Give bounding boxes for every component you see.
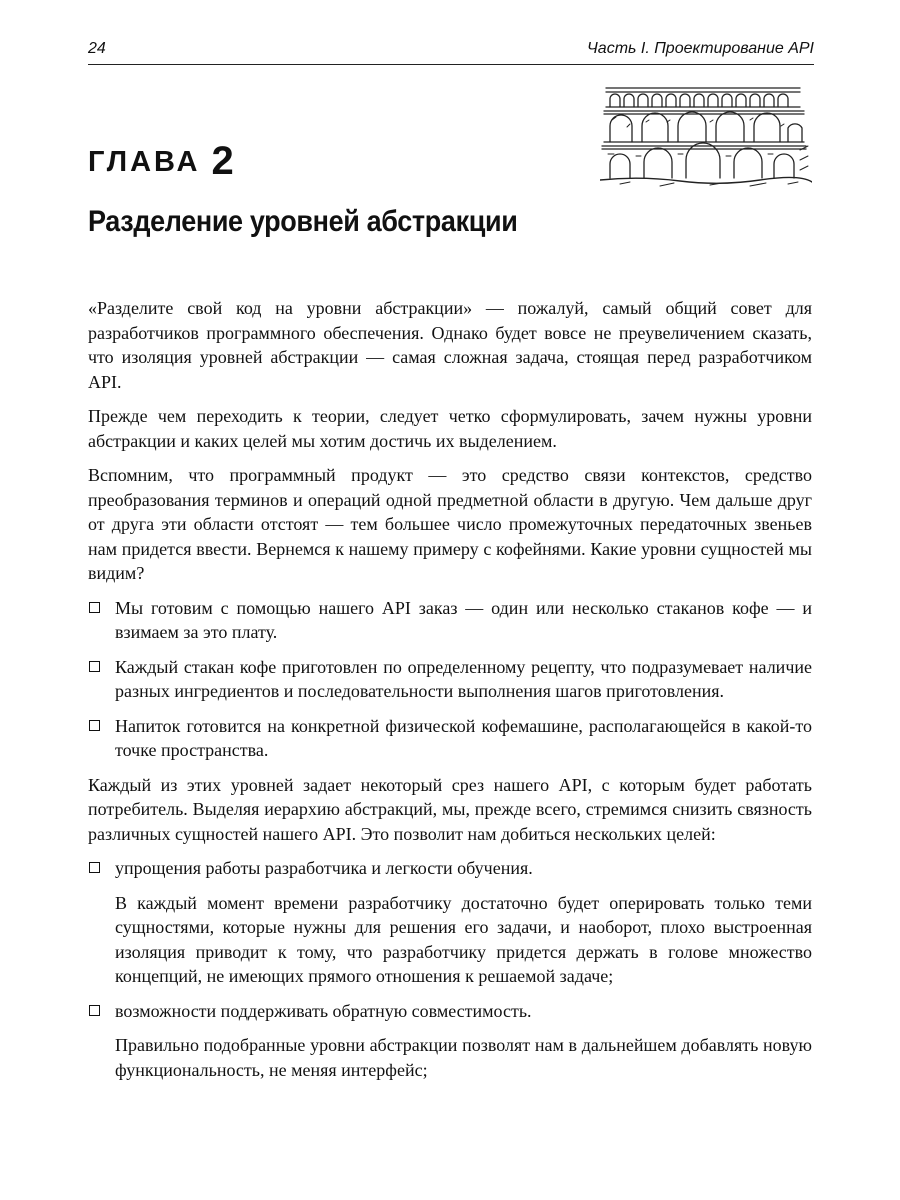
page-number: 24: [88, 40, 106, 57]
running-header: [88, 38, 814, 65]
goal-item: [88, 856, 812, 881]
paragraph-context: Вспомним, что программный продукт — это средство связи контекстов, средство преобразования терминов и операций одной предметной области в другую. Чем дальше друг от друга эти области отстоят — тем большее число промежуточных передаточных звеньев нам придется ввести. Вернемся к нашему примеру с кофейнями. Какие уровни сущностей мы видим?: [88, 465, 812, 583]
section-title: Часть I. Проектирование API: [587, 40, 814, 57]
goal-title: упрощения работы разработчика и легкости обучения.: [115, 858, 533, 878]
goal-description: В каждый момент времени разработчику достаточно будет оперировать только теми сущностями, которые нужны для решения его задачи, и наоборот, плохо выстроенная изоляция приводит к тому, что разработчику придется держать в голове множество концепций, не имеющих прямого отношения к решаемой задаче;: [115, 892, 812, 986]
paragraph-levels: Каждый из этих уровней задает некоторый срез нашего API, с которым будет работать потребитель. Выделяя иерархию абстракций, мы, прежде всего, стремимся снизить связность различных сущностей нашего API. Это позволит нам добиться нескольких целей:: [88, 774, 812, 844]
list-item: [88, 596, 812, 645]
chapter-number: 2: [211, 139, 234, 183]
list-item: [88, 714, 812, 763]
chapter-word: ГЛАВА: [88, 146, 201, 178]
list-item-text: Мы готовим с помощью нашего API заказ — один или несколько стаканов кофе — и взимаем за это плату.: [115, 597, 812, 642]
checkbox-bullet-icon: [89, 720, 100, 731]
paragraph-intro: «Разделите свой код на уровни абстракции» — пожалуй, самый общий совет для разработчиков программного обеспечения. Однако будет вовсе не преувеличением сказать, что изоляция уровней абстракции — самая сложная задача, стоящая перед разработчиком API.: [88, 298, 812, 392]
goal-description: Правильно подобранные уровни абстракции позволят нам в дальнейшем добавлять новую функциональность, не меняя интерфейс;: [115, 1035, 812, 1080]
chapter-label: [88, 136, 234, 181]
goal-title: возможности поддерживать обратную совместимость.: [115, 1000, 532, 1021]
list-item: [88, 655, 812, 704]
checkbox-bullet-icon: [89, 1005, 100, 1016]
list-item-text: Напиток готовится на конкретной физической кофемашине, располагающейся в какой-то точке пространства.: [115, 715, 812, 760]
list-item-text: Каждый стакан кофе приготовлен по определенному рецепту, что подразумевает наличие разных ингредиентов и последовательности выполнения шагов приготовления.: [115, 656, 812, 701]
paragraph-theory: Прежде чем переходить к теории, следует четко сформулировать, зачем нужны уровни абстракции и каких целей мы хотим достичь их выделением.: [88, 406, 812, 451]
chapter-title: Разделение уровней абстракции: [88, 205, 518, 238]
chapter-body: [88, 296, 812, 1092]
goal-item: [88, 999, 812, 1024]
aqueduct-illustration: [600, 80, 812, 188]
checkbox-bullet-icon: [89, 862, 100, 873]
checkbox-bullet-icon: [89, 661, 100, 672]
checkbox-bullet-icon: [89, 602, 100, 613]
